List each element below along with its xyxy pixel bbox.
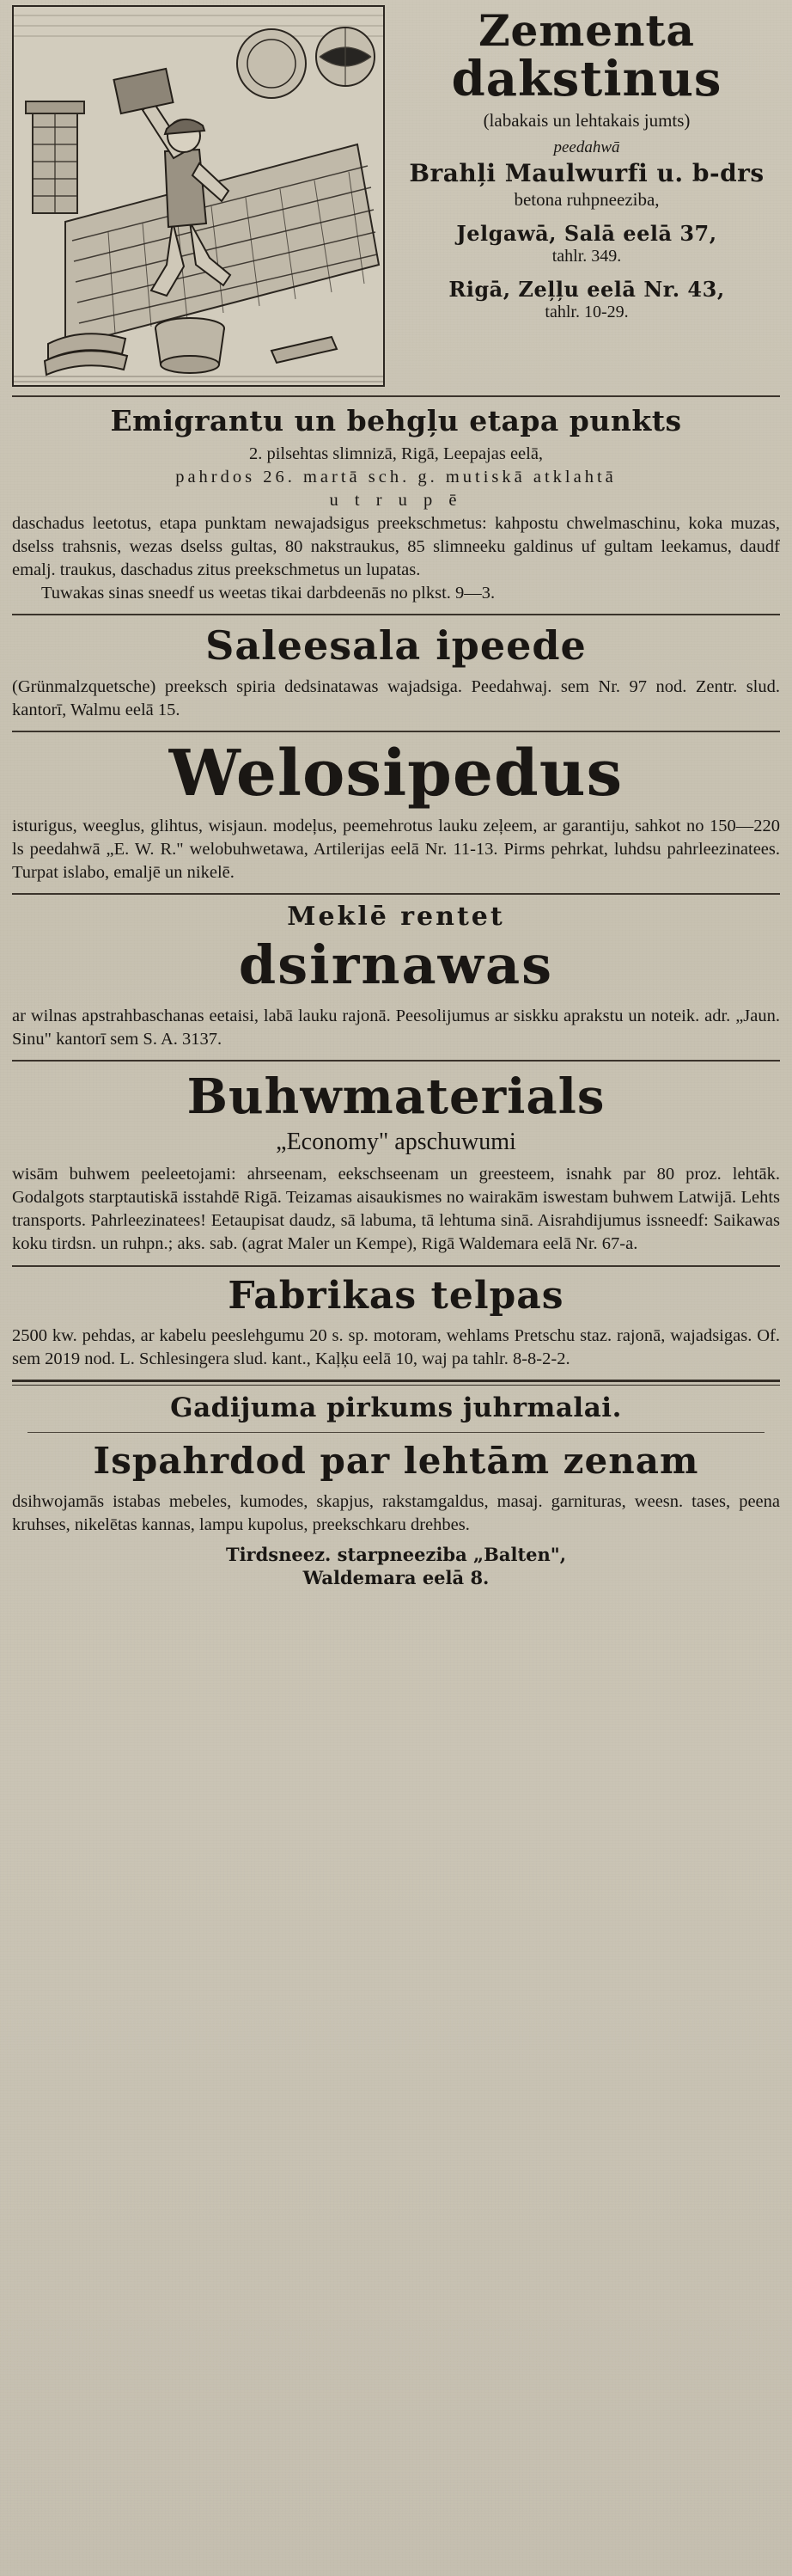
ad1-phone-1: tahlr. 349. — [551, 246, 622, 266]
ad6-heading: Buhwmaterials — [186, 1068, 606, 1126]
ad5-heading-small: Meklē rentet — [287, 902, 505, 933]
divider-4 — [12, 893, 780, 895]
ad1-subtitle: (labakais un lehtakais jumts) — [483, 109, 691, 131]
ad2-heading: Emigrantu un behgļu etapa punkts — [110, 404, 682, 437]
roofer-illustration — [12, 5, 385, 387]
ad1-title-line1: Zementa — [478, 5, 695, 56]
ad-buhwmaterials — [12, 1068, 780, 1256]
divider-5 — [12, 1060, 780, 1062]
ad1-title-line2: dakstinus — [451, 51, 722, 107]
ad6-subheading: „Economy" apschuwumi — [276, 1129, 516, 1156]
ad-dsirnawas — [12, 902, 780, 1051]
ad2-address: 2. pilsehtas slimnizā, Rigā, Leepajas eelā, — [248, 444, 544, 463]
divider-2 — [12, 614, 780, 615]
ad3-body: (Grünmalzquetsche) preeksch spiria dedsinatawas wajadsiga. Peedahwaj. sem Nr. 97 nod. Zentr. slud. kantorī, Walmu eelā 15. — [12, 677, 780, 720]
ad1-address-1: Jelgawā, Salā eelā 37, — [456, 220, 717, 246]
ad7-heading: Fabrikas telpas — [228, 1273, 564, 1318]
ad1-offer-word: peedahwā — [553, 138, 620, 156]
ad2-body-2: Tuwakas sinas sneedf us weetas tikai darbdeenās no plkst. 9—3. — [41, 584, 496, 603]
ad4-heading: Welosipedus — [168, 737, 624, 811]
ad1-address-2: Rigā, Zeļļu eelā Nr. 43, — [448, 276, 725, 302]
ad8-heading-small: Gadijuma pirkums juhrmalai. — [170, 1392, 622, 1423]
ad1-phone-2: tahlr. 10-29. — [545, 302, 629, 321]
ad1-firm-subtitle: betona ruhpneeziba, — [514, 188, 660, 210]
ad7-body: 2500 kw. pehdas, ar kabelu peeslehgumu 20 s. sp. motoram, wehlams Pretschu staz. rajonā, wajadsigas. Of. sem 2019 nod. L. Schlesingera slud. kant., Kaļķu eelā 10, waj pa tahlr. 8-8-2-2. — [12, 1325, 780, 1368]
ad-saleesala-speede — [12, 622, 780, 722]
ad4-body: isturigus, weeglus, glihtus, wisjaun. modeļus, peemehrotus lauku zeļeem, ar garantiju, sahkot no 150—220 ls peedahwā „E. W. R." welobuhwetawa, Artilerijas eelā Nr. 11-13. Pirms pehrkat, luhdsu pahrleezinatees. Turpat islabo, emaljē un nikelē. — [12, 817, 780, 883]
ad8-footer-2: Waldemara eelā 8. — [302, 1566, 490, 1588]
ad-welosipedus — [12, 737, 780, 884]
ad8-footer-1: Tirdsneez. starpneeziba „Balten", — [225, 1543, 567, 1565]
ad2-date: pahrdos 26. martā sch. g. mutiskā atklahtā — [175, 468, 617, 487]
divider-6 — [12, 1265, 780, 1267]
ad6-body: wisām buhwem peeleetojami: ahrseenam, eekschseenam un greesteem, isnahk par 80 proz. lehtāk. Godalgots starptautiskā isstahdē Rigā. Teizamas aisaukismes no wairakām iswestam buhwem Latwijā. Lehts transports. Pahrleezinatees! Eetaupisat daudz, sā labuma, tā lehtuma sinā. Aisrahdijumus issneedf: Saikawas koku tirdsn. un ruhpn.; aks. sab. (agrat Maler un Kempe), Rigā Waldemara eelā Nr. 67-a. — [12, 1165, 780, 1254]
ad-fabrikas-telpas — [12, 1274, 780, 1371]
divider-1 — [12, 395, 780, 397]
ad1-text-block — [393, 5, 780, 322]
ad1-firm-name: Brahļi Maulwurfi u. b-drs — [409, 158, 765, 187]
divider-3 — [12, 731, 780, 732]
ad3-heading: Saleesala ipeede — [205, 622, 587, 670]
ad-emigrantu-etapa-punkts — [12, 404, 780, 605]
divider-8 — [27, 1432, 765, 1433]
ad5-heading: dsirnawas — [238, 933, 554, 997]
ad5-body: ar wilnas apstrahbaschanas eetaisi, labā lauku rajonā. Peesolijumus ar siskku aprakstu un noteik. adr. „Jaun. Sinu" kantorī sem S. A. 3137. — [12, 1007, 780, 1049]
ad8-heading: Ispahrdod par lehtām zenam — [93, 1439, 699, 1482]
ad-zementa-dakstinus — [12, 0, 780, 387]
divider-7 — [12, 1380, 780, 1386]
ad2-body: daschadus leetotus, etapa punktam newajadsigus preekschmetus: kahpostu chwelmaschinu, koka muzas, dselss trahsnis, wezas dselss gultas, 80 nakstraukus, 85 slimneeku galdinus uf gultam leekamus, daudf emalj. traukus, daschadus zitus preekschmetus un lupatas. — [12, 514, 780, 580]
ad-gadijuma-pirkums — [12, 1392, 780, 1588]
ad8-body: dsihwojamās istabas mebeles, kumodes, skapjus, rakstamgaldus, masaj. garnituras, weesn. tases, peena kruhses, nikelētas kannas, lampu kupolus, preekschkaru drehbes. — [12, 1491, 780, 1534]
ad2-auction-word: u t r u p ē — [329, 491, 463, 511]
